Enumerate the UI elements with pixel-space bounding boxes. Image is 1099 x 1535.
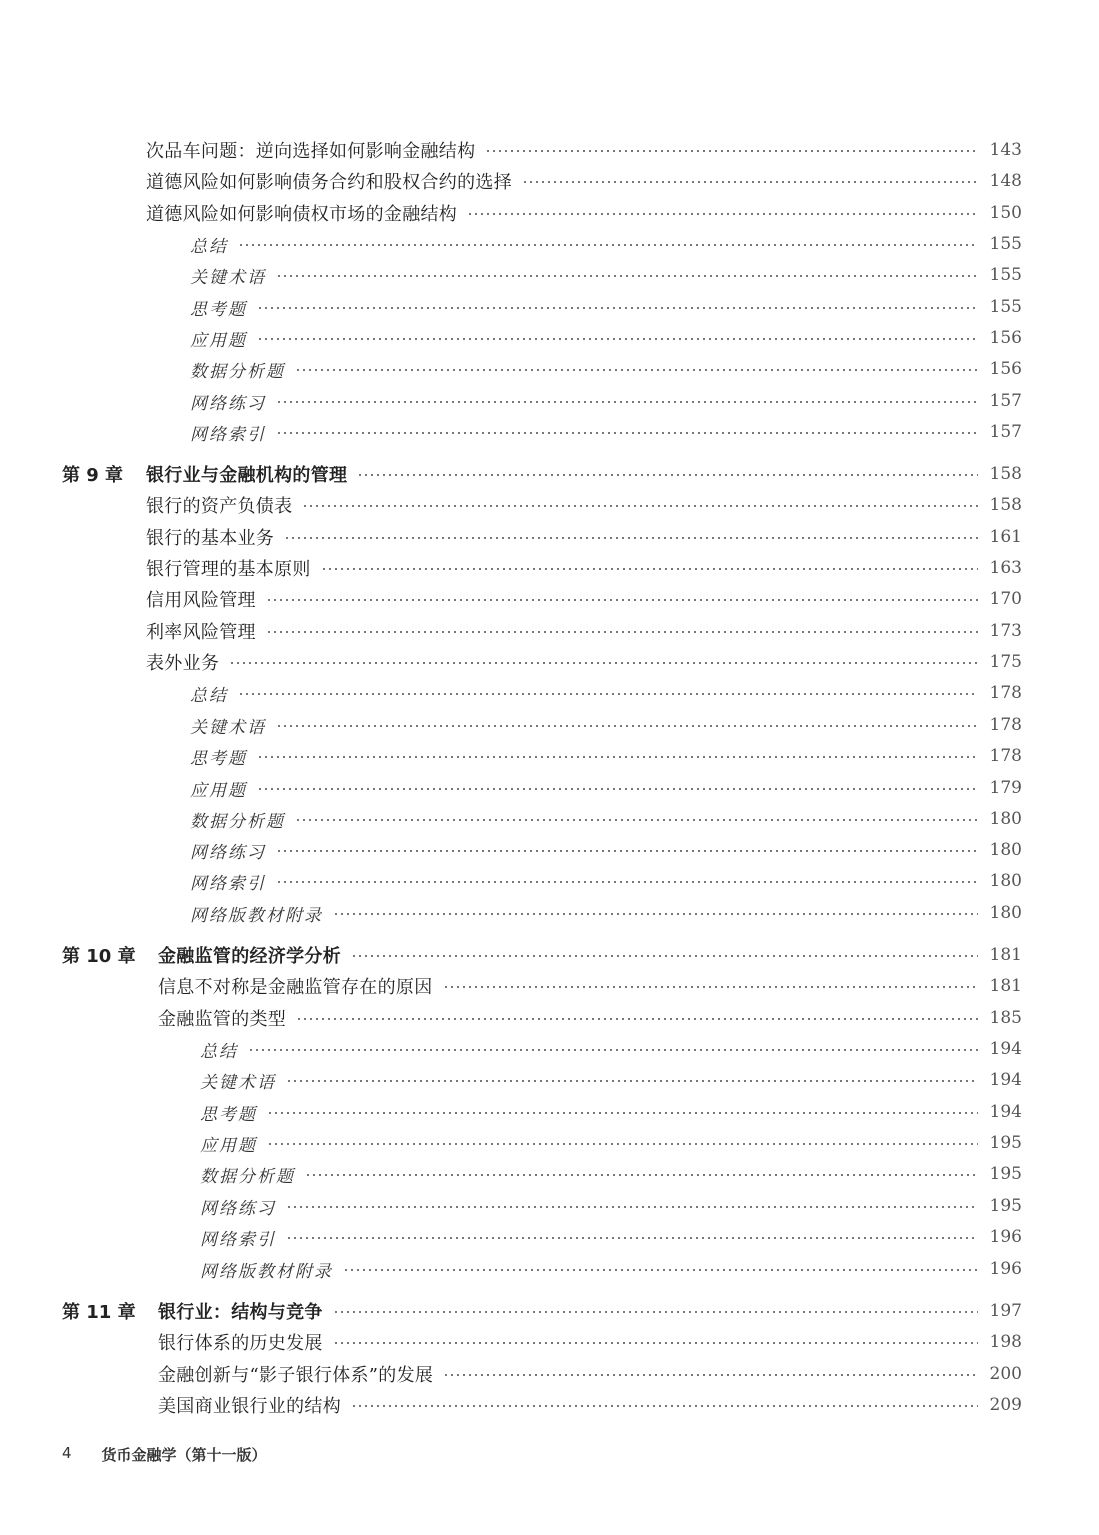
toc-entry[interactable] [0,1099,1099,1125]
toc-entry-title: 道德风险如何影响债务合约和股权合约的选择 [146,172,512,193]
dot-leader [333,1311,978,1313]
dot-leader [295,369,978,371]
toc-page-number: 194 [989,1070,1022,1090]
dot-leader [229,662,978,664]
toc-page-number: 185 [989,1008,1022,1028]
toc-entry[interactable] [0,231,1099,257]
toc-page-number: 180 [989,809,1022,829]
toc-entry[interactable] [0,1067,1099,1093]
toc-page-number: 150 [989,203,1022,223]
toc-entry-title: 思考题 [190,299,247,320]
toc-entry-title: 银行的资产负债表 [146,496,293,517]
toc-page-number: 181 [989,976,1022,996]
toc-page-number: 148 [989,171,1022,191]
toc-page-number: 194 [989,1039,1022,1059]
toc-entry[interactable] [0,712,1099,738]
toc-entry[interactable] [0,388,1099,414]
toc-page-number: 157 [989,391,1022,411]
toc-entry[interactable] [0,806,1099,832]
toc-entry-title: 思考题 [190,748,247,769]
toc-entry-title: 金融监管的类型 [158,1009,287,1030]
toc-page-number: 173 [989,621,1022,641]
toc-entry-title: 银行业与金融机构的管理 [146,465,348,486]
dot-leader [351,1405,978,1407]
toc-page-number: 155 [989,234,1022,254]
toc-entry-title: 关键术语 [190,717,266,738]
dot-leader [295,819,978,821]
dot-leader [357,474,978,476]
toc-entry[interactable] [0,586,1099,612]
toc-entry[interactable] [0,1005,1099,1031]
toc-entry[interactable] [0,492,1099,518]
dot-leader [305,1174,978,1176]
toc-entry-title: 次品车问题：逆向选择如何影响金融结构 [146,141,476,162]
dot-leader [286,1237,978,1239]
dot-leader [266,631,978,633]
toc-entry-title: 银行体系的历史发展 [158,1333,323,1354]
toc-entry[interactable] [0,200,1099,226]
toc-entry-title: 关键术语 [200,1072,276,1093]
dot-leader [286,1206,978,1208]
toc-page-number: 178 [989,746,1022,766]
toc-entry-title: 利率风险管理 [146,622,256,643]
toc-entry-title: 总结 [190,236,228,257]
toc-entry[interactable] [0,262,1099,288]
chapter-entry[interactable] [0,1298,1099,1324]
toc-page-number: 181 [989,945,1022,965]
dot-leader [267,1143,978,1145]
toc-entry[interactable] [0,1193,1099,1219]
toc-entry-title: 数据分析题 [200,1166,295,1187]
toc-entry-title: 网络版教材附录 [190,905,323,926]
dot-leader [257,756,978,758]
toc-entry[interactable] [0,294,1099,320]
toc-page-number: 195 [989,1196,1022,1216]
toc-page-number: 196 [989,1227,1022,1247]
chapter-number: 第 10 章 [62,946,136,967]
toc-page-number: 170 [989,589,1022,609]
toc-entry-title: 银行的基本业务 [146,528,275,549]
toc-entry[interactable] [0,868,1099,894]
toc-entry-title: 思考题 [200,1104,257,1125]
dot-leader [467,213,978,215]
toc-entry-title: 金融创新与“影子银行体系”的发展 [158,1365,434,1386]
chapter-entry[interactable] [0,942,1099,968]
toc-entry-title: 美国商业银行业的结构 [158,1396,341,1417]
toc-entry-title: 金融监管的经济学分析 [158,946,341,967]
toc-page-number: 161 [989,527,1022,547]
toc-page-number: 179 [989,778,1022,798]
dot-leader [238,244,978,246]
toc-entry-title: 数据分析题 [190,811,285,832]
toc-entry-title: 网络练习 [190,842,266,863]
toc-page-number: 180 [989,840,1022,860]
toc-page-number: 209 [989,1395,1022,1415]
toc-entry[interactable] [0,680,1099,706]
chapter-number: 第 11 章 [62,1302,136,1323]
toc-entry[interactable] [0,618,1099,644]
toc-entry-title: 网络练习 [190,393,266,414]
chapter-entry[interactable] [0,461,1099,487]
toc-entry-title: 银行管理的基本原则 [146,559,311,580]
dot-leader [248,1049,978,1051]
toc-entry[interactable] [0,973,1099,999]
toc-entry-title: 银行业：结构与竞争 [158,1302,323,1323]
toc-entry-title: 应用题 [200,1135,257,1156]
dot-leader [302,505,978,507]
toc-entry[interactable] [0,1130,1099,1156]
dot-leader [522,181,978,183]
dot-leader [286,1080,978,1082]
toc-entry[interactable] [0,555,1099,581]
toc-entry[interactable] [0,837,1099,863]
toc-page-number: 155 [989,265,1022,285]
toc-entry-title: 总结 [190,685,228,706]
toc-page-number: 158 [989,464,1022,484]
toc-page-number: 198 [989,1332,1022,1352]
dot-leader [257,307,978,309]
dot-leader [276,401,978,403]
toc-entry-title: 网络版教材附录 [200,1261,333,1282]
toc-entry[interactable] [0,137,1099,163]
toc-entry[interactable] [0,1224,1099,1250]
toc-entry-title: 信息不对称是金融监管存在的原因 [158,977,433,998]
dot-leader [267,1112,978,1114]
toc-entry[interactable] [0,1361,1099,1387]
toc-page-number: 180 [989,871,1022,891]
dot-leader [284,537,978,539]
dot-leader [238,693,978,695]
toc-entry[interactable] [0,168,1099,194]
dot-leader [443,986,978,988]
dot-leader [266,599,978,601]
toc-entry[interactable] [0,356,1099,382]
toc-page-number: 158 [989,495,1022,515]
toc-page-number: 200 [989,1364,1022,1384]
toc-page-number: 178 [989,715,1022,735]
toc-entry-title: 应用题 [190,330,247,351]
toc-entry-title: 总结 [200,1041,238,1062]
toc-page-number: 157 [989,422,1022,442]
toc-entry[interactable] [0,419,1099,445]
dot-leader [296,1018,978,1020]
footer-page-number: 4 [62,1444,72,1462]
dot-leader [321,568,978,570]
toc-entry-title: 道德风险如何影响债权市场的金融结构 [146,204,458,225]
toc-page-number: 180 [989,903,1022,923]
toc-entry-title: 关键术语 [190,267,266,288]
toc-entry[interactable] [0,1392,1099,1418]
toc-entry[interactable] [0,900,1099,926]
dot-leader [257,788,978,790]
toc-page-number: 156 [989,328,1022,348]
toc-entry-title: 表外业务 [146,653,220,674]
toc-page-number: 194 [989,1102,1022,1122]
dot-leader [343,1269,978,1271]
dot-leader [276,432,978,434]
dot-leader [276,725,978,727]
toc-entry-title: 网络索引 [190,424,266,445]
page-footer [62,1444,267,1465]
toc-page-number: 155 [989,297,1022,317]
toc-entry-title: 网络索引 [200,1229,276,1250]
dot-leader [443,1374,978,1376]
toc-page-number: 195 [989,1164,1022,1184]
toc-entry[interactable] [0,325,1099,351]
dot-leader [351,955,978,957]
chapter-number: 第 9 章 [62,465,124,486]
dot-leader [276,275,978,277]
dot-leader [257,338,978,340]
toc-page-number: 156 [989,359,1022,379]
toc-entry[interactable] [0,1256,1099,1282]
toc-entry-title: 数据分析题 [190,361,285,382]
toc-entry-title: 网络练习 [200,1198,276,1219]
toc-page-number: 195 [989,1133,1022,1153]
footer-book-title: 货币金融学（第十一版） [101,1446,267,1464]
toc-entry-title: 应用题 [190,780,247,801]
dot-leader [333,1342,978,1344]
toc-entry[interactable] [0,743,1099,769]
toc-page-number: 163 [989,558,1022,578]
toc-page-number: 197 [989,1301,1022,1321]
toc-entry-title: 网络索引 [190,873,266,894]
toc-page-number: 175 [989,652,1022,672]
toc-entry-title: 信用风险管理 [146,590,256,611]
toc-page-number: 178 [989,683,1022,703]
dot-leader [485,150,978,152]
toc-page-number: 196 [989,1259,1022,1279]
toc-entry[interactable] [0,524,1099,550]
dot-leader [276,881,978,883]
toc-page-number: 143 [989,140,1022,160]
toc-entry[interactable] [0,649,1099,675]
toc-entry[interactable] [0,1036,1099,1062]
toc-entry[interactable] [0,1161,1099,1187]
toc-entry[interactable] [0,775,1099,801]
dot-leader [276,850,978,852]
dot-leader [333,913,978,915]
toc-entry[interactable] [0,1329,1099,1355]
